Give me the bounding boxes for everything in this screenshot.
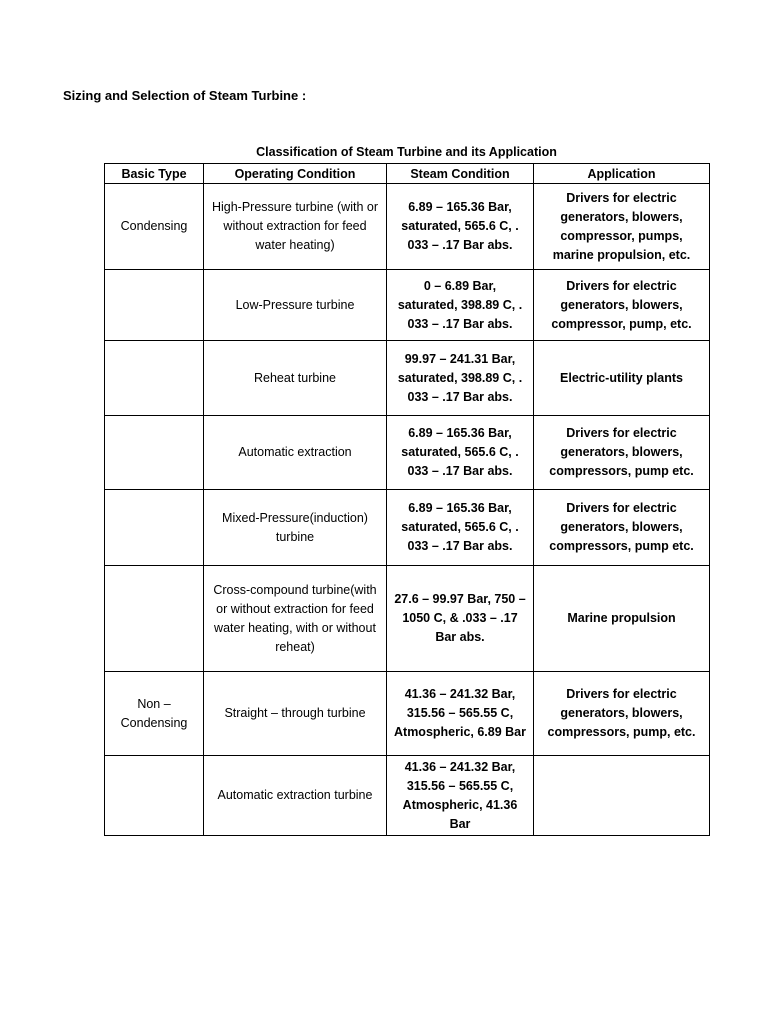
cell-application: Drivers for electric generators, blowers, compressors, pump etc. [534, 490, 710, 566]
cell-steam-condition: 6.89 – 165.36 Bar, saturated, 565.6 C, . 033 – .17 Bar abs. [387, 490, 534, 566]
table-row [105, 184, 710, 270]
cell-operating-condition: Straight – through turbine [204, 672, 387, 756]
cell-steam-condition: 6.89 – 165.36 Bar, saturated, 565.6 C, . 033 – .17 Bar abs. [387, 184, 534, 270]
cell-basic-type: Condensing [105, 184, 204, 270]
cell-basic-type [105, 566, 204, 672]
cell-basic-type [105, 341, 204, 416]
table-row [105, 756, 710, 836]
cell-steam-condition: 6.89 – 165.36 Bar, saturated, 565.6 C, . 033 – .17 Bar abs. [387, 416, 534, 490]
table-row [105, 490, 710, 566]
cell-basic-type [105, 490, 204, 566]
cell-application: Electric-utility plants [534, 341, 710, 416]
turbine-classification-table [104, 163, 710, 836]
cell-steam-condition: 41.36 – 241.32 Bar, 315.56 – 565.55 C, Atmospheric, 6.89 Bar [387, 672, 534, 756]
table-row [105, 341, 710, 416]
cell-application [534, 756, 710, 836]
cell-steam-condition: 0 – 6.89 Bar, saturated, 398.89 C, . 033 – .17 Bar abs. [387, 270, 534, 341]
cell-basic-type [105, 416, 204, 490]
cell-application: Drivers for electric generators, blowers, compressor, pumps, marine propulsion, etc. [534, 184, 710, 270]
cell-operating-condition: Mixed-Pressure(induction) turbine [204, 490, 387, 566]
cell-operating-condition: Automatic extraction [204, 416, 387, 490]
cell-application: Drivers for electric generators, blowers, compressor, pump, etc. [534, 270, 710, 341]
cell-operating-condition: Reheat turbine [204, 341, 387, 416]
table-row [105, 566, 710, 672]
cell-basic-type: Non – Condensing [105, 672, 204, 756]
cell-application: Drivers for electric generators, blowers, compressors, pump etc. [534, 416, 710, 490]
cell-steam-condition: 27.6 – 99.97 Bar, 750 – 1050 C, & .033 – .17 Bar abs. [387, 566, 534, 672]
header-application: Application [534, 164, 710, 184]
cell-basic-type [105, 270, 204, 341]
header-basic-type: Basic Type [105, 164, 204, 184]
table-caption: Classification of Steam Turbine and its Application [256, 145, 557, 159]
cell-operating-condition: Low-Pressure turbine [204, 270, 387, 341]
cell-application: Marine propulsion [534, 566, 710, 672]
table-row [105, 416, 710, 490]
table-row [105, 672, 710, 756]
header-operating-condition: Operating Condition [204, 164, 387, 184]
cell-steam-condition: 99.97 – 241.31 Bar, saturated, 398.89 C, . 033 – .17 Bar abs. [387, 341, 534, 416]
table-row [105, 270, 710, 341]
cell-operating-condition: High-Pressure turbine (with or without extraction for feed water heating) [204, 184, 387, 270]
cell-operating-condition: Cross-compound turbine(with or without extraction for feed water heating, with or without reheat) [204, 566, 387, 672]
cell-steam-condition: 41.36 – 241.32 Bar, 315.56 – 565.55 C, Atmospheric, 41.36 Bar [387, 756, 534, 836]
page-heading: Sizing and Selection of Steam Turbine : [63, 88, 307, 103]
header-steam-condition: Steam Condition [387, 164, 534, 184]
cell-basic-type [105, 756, 204, 836]
table-header-row [105, 164, 710, 184]
cell-operating-condition: Automatic extraction turbine [204, 756, 387, 836]
cell-application: Drivers for electric generators, blowers, compressors, pump, etc. [534, 672, 710, 756]
